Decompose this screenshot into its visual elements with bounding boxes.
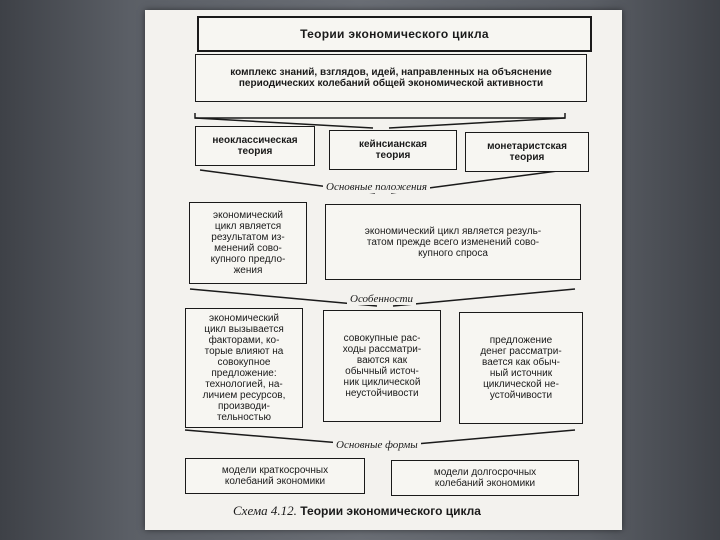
funnel-line: [389, 118, 565, 128]
funnel-line: [393, 289, 575, 306]
label-main-forms: Основные формы: [333, 439, 421, 451]
caption-prefix: Схема 4.12.: [233, 503, 297, 518]
position-demand: экономический цикл является резуль- татом прежде всего изменений сово- купного спроса: [325, 204, 581, 280]
theory-neoclassical: неоклассическая теория: [195, 126, 315, 166]
definition-box: комплекс знаний, взглядов, идей, направленных на объяснение периодических колебаний общей экономической активности: [195, 54, 587, 102]
diagram-title: Теории экономического цикла: [197, 16, 592, 52]
funnel-definition: [195, 113, 565, 118]
form-short-term: модели краткосрочных колебаний экономики: [185, 458, 365, 494]
caption-title: Теории экономического цикла: [300, 504, 481, 518]
feature-neoclassical: экономический цикл вызывается факторами, ко- торые влияют на совокупное предложение: технологией, на- личием ресурсов, производи- тельностью: [185, 308, 303, 428]
form-long-term: модели долгосрочных колебаний экономики: [391, 460, 579, 496]
label-main-positions: Основные положения: [323, 181, 430, 193]
figure-caption: [233, 503, 481, 519]
theory-monetarist: монетаристская теория: [465, 132, 589, 172]
label-features: Особенности: [347, 293, 416, 305]
position-supply: экономический цикл является результатом из- менений сово- купного предло- жения: [189, 202, 307, 284]
feature-keynesian: совокупные рас- ходы рассматри- ваются как обычный источ- ник циклической неустойчивости: [323, 310, 441, 422]
theory-keynesian: кейнсианская теория: [329, 130, 457, 170]
scanned-page: [145, 10, 622, 530]
feature-monetarist: предложение денег рассматри- вается как обыч- ный источник циклической не- устойчивости: [459, 312, 583, 424]
